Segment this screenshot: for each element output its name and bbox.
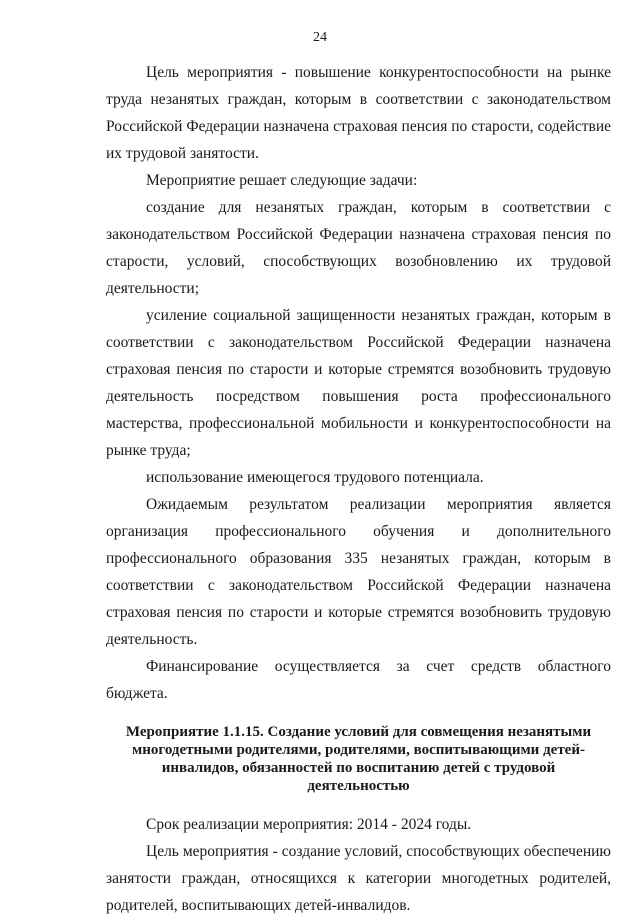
paragraph-financing: Финансирование осуществляется за счет средств областного бюджета. <box>106 658 611 702</box>
paragraph-task-1: создание для незанятых граждан, которым в соответствии с законодательством Российской Федерации назначена страховая пенсия по старости, условий, способствующих возобновлению их трудовой деятельности; <box>106 199 611 297</box>
section-heading: Мероприятие 1.1.15. Создание условий для совмещения незанятыми многодетными родителями, родителями, воспитывающими детей-инвалидов, обязанностей по воспитанию детей с трудовой деятельностью <box>125 724 592 794</box>
paragraph-term: Срок реализации мероприятия: 2014 - 2024 годы. <box>146 816 472 833</box>
page-number: 24 <box>313 30 327 45</box>
paragraph-task-3: использование имеющегося трудового потенциала. <box>146 469 484 486</box>
paragraph-expected-result: Ожидаемым результатом реализации мероприятия является организация профессионального обучения и дополнительного профессионального образования 335 незанятых граждан, которым в соответствии с законодательством Российской Федерации назначена страховая пенсия по старости и которые стремятся возобновить трудовую деятельность. <box>106 496 611 648</box>
paragraph-goal: Цель мероприятия - повышение конкурентоспособности на рынке труда незанятых граждан, которым в соответствии с законодательством Российской Федерации назначена страховая пенсия по старости, содействие их трудовой занятости. <box>106 64 611 162</box>
paragraph-task-2: усиление социальной защищенности незанятых граждан, которым в соответствии с законодательством Российской Федерации назначена страховая пенсия по старости и которые стремятся возобновить трудовую деятельность посредством повышения роста профессионального мастерства, профессиональной мобильности и конкурентоспособности на рынке труда; <box>106 307 611 459</box>
paragraph-tasks-intro: Мероприятие решает следующие задачи: <box>146 172 418 189</box>
paragraph-goal-2: Цель мероприятия - создание условий, способствующих обеспечению занятости граждан, относящихся к категории многодетных родителей, родителей, воспитывающих детей-инвалидов. <box>106 843 611 914</box>
document-body <box>106 59 611 919</box>
